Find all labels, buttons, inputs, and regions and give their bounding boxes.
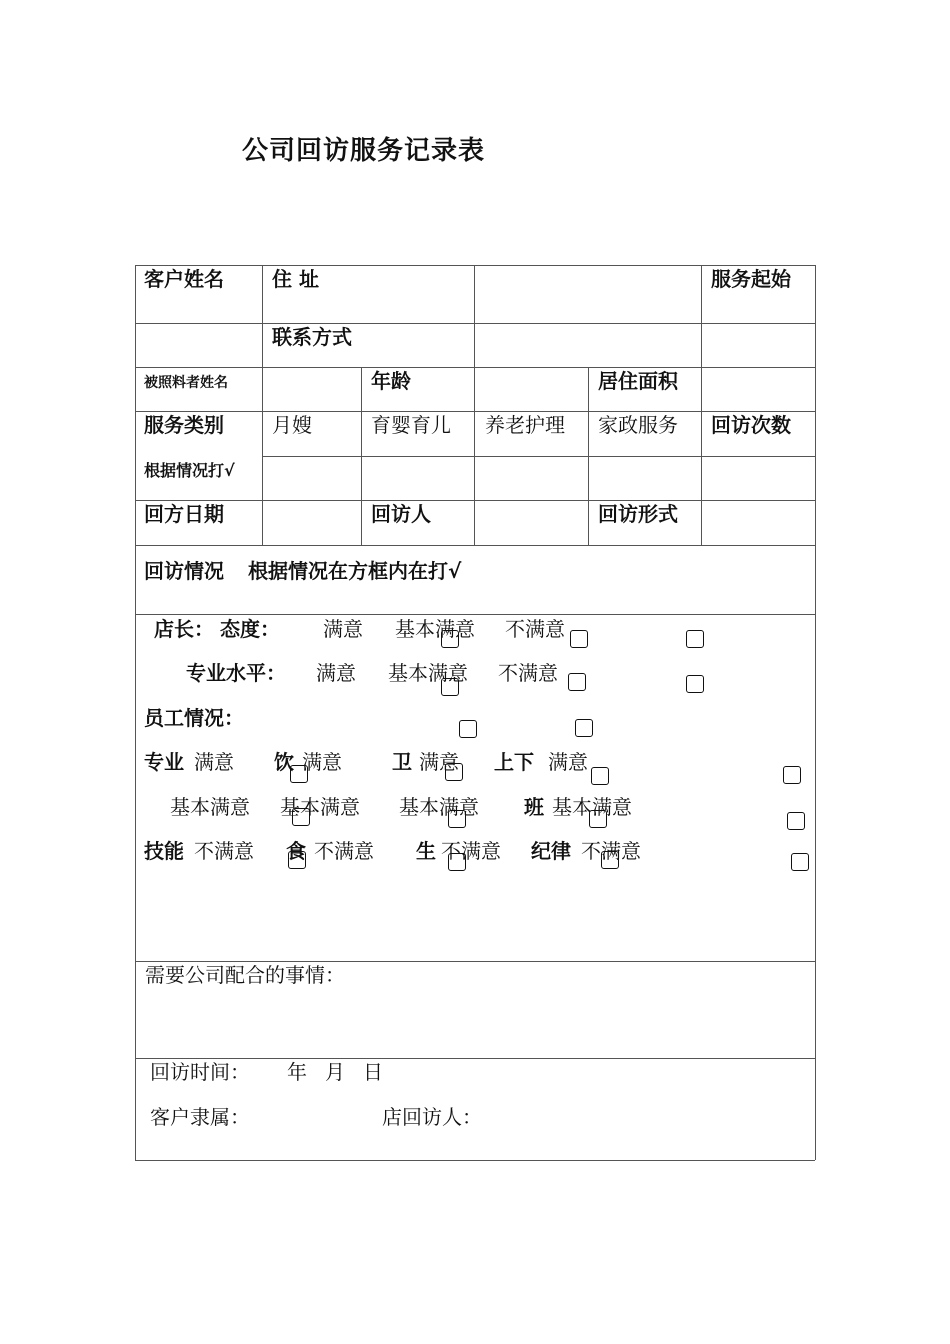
col-line (474, 265, 475, 367)
row-line (135, 367, 815, 368)
col-line (361, 367, 362, 545)
category-professional-top: 专业 (144, 750, 184, 774)
staff-option: 不满意 (314, 839, 374, 863)
attitude-basic: 基本满意 (395, 617, 475, 641)
service-start-label: 服务起始 (711, 267, 791, 291)
cared-person-label: 被照料者姓名 (144, 375, 228, 391)
staff-checkbox[interactable] (290, 765, 308, 783)
staff-checkbox[interactable] (288, 851, 306, 869)
attitude-unsatisfied: 不满意 (505, 617, 565, 641)
visit-status-label: 回访情况 (144, 559, 224, 583)
company-help-label: 需要公司配合的事情： (145, 963, 345, 987)
row-line (135, 411, 815, 412)
category-professional-bottom: 技能 (144, 839, 184, 863)
staff-option: 不满意 (441, 839, 501, 863)
staff-option: 满意 (548, 750, 588, 774)
professional-label: 专业水平： (186, 661, 286, 685)
col-line (262, 265, 263, 545)
table-border-bottom (135, 1160, 815, 1161)
row-line (135, 323, 815, 324)
visit-form-label: 回访形式 (598, 502, 678, 526)
staff-checkbox[interactable] (791, 853, 809, 871)
staff-option: 不满意 (194, 839, 254, 863)
staff-checkbox[interactable] (459, 720, 477, 738)
visit-date-label: 回方日期 (144, 502, 224, 526)
table-border-left (135, 265, 136, 1160)
row-line (135, 614, 815, 615)
category-hygiene-bottom: 生 (416, 839, 436, 863)
staff-checkbox[interactable] (292, 808, 310, 826)
manager-label: 店长： (154, 617, 214, 641)
col-line (588, 367, 589, 545)
staff-checkbox[interactable] (589, 810, 607, 828)
professional-satisfied: 满意 (316, 661, 356, 685)
attitude-satisfied: 满意 (323, 617, 363, 641)
category-hygiene-top: 卫 (392, 750, 412, 774)
page-title: 公司回访服务记录表 (242, 136, 486, 166)
visit-time-label: 回访时间： (150, 1060, 250, 1084)
staff-checkbox[interactable] (591, 767, 609, 785)
staff-label: 员工情况： (144, 706, 244, 730)
staff-checkbox[interactable] (448, 853, 466, 871)
row-line (135, 961, 815, 962)
category-diet-top: 饮 (274, 750, 294, 774)
attitude-unsatisfied-checkbox[interactable] (686, 630, 704, 648)
staff-option: 满意 (419, 750, 459, 774)
service-type-option: 养老护理 (485, 413, 565, 437)
row-line (135, 500, 815, 501)
visit-count-label: 回访次数 (711, 413, 791, 437)
col-line (701, 265, 702, 545)
staff-option: 满意 (194, 750, 234, 774)
staff-checkbox[interactable] (783, 766, 801, 784)
visit-status-note: 根据情况在方框内在打√ (248, 559, 462, 583)
staff-checkbox[interactable] (445, 763, 463, 781)
visit-time-month: 月 (325, 1060, 345, 1084)
age-label: 年龄 (371, 369, 411, 393)
store-visitor-label: 店回访人： (382, 1105, 482, 1129)
professional-unsatisfied-checkbox[interactable] (686, 675, 704, 693)
service-type-note: 根据情况打√ (144, 461, 235, 480)
table-border-top (135, 265, 815, 266)
service-type-label: 服务类别 (144, 413, 224, 437)
row-line (135, 545, 815, 546)
staff-checkbox[interactable] (787, 812, 805, 830)
visit-time-year: 年 (287, 1060, 307, 1084)
professional-satisfied-checkbox[interactable] (441, 678, 459, 696)
table-border-right (815, 265, 816, 1160)
living-area-label: 居住面积 (598, 369, 678, 393)
attitude-label: 态度： (220, 617, 280, 641)
staff-checkbox[interactable] (601, 851, 619, 869)
professional-unsatisfied: 不满意 (498, 661, 558, 685)
attitude-satisfied-checkbox[interactable] (441, 630, 459, 648)
col-line (474, 367, 475, 545)
professional-basic-checkbox[interactable] (568, 673, 586, 691)
staff-option: 基本满意 (552, 795, 632, 819)
address-label: 住 址 (272, 267, 319, 291)
category-discipline-mid: 班 (524, 795, 544, 819)
customer-name-label: 客户姓名 (144, 267, 224, 291)
category-discipline-bottom: 纪律 (531, 839, 571, 863)
contact-label: 联系方式 (272, 325, 352, 349)
service-type-option: 月嫂 (272, 413, 312, 437)
row-line (262, 456, 815, 457)
category-discipline-top: 上下 (494, 750, 534, 774)
visitor-label: 回访人 (371, 502, 431, 526)
staff-checkbox[interactable] (448, 810, 466, 828)
professional-basic: 基本满意 (388, 661, 468, 685)
visit-time-day: 日 (363, 1060, 383, 1084)
staff-option: 满意 (302, 750, 342, 774)
staff-checkbox[interactable] (575, 719, 593, 737)
staff-option: 基本满意 (170, 795, 250, 819)
attitude-basic-checkbox[interactable] (570, 630, 588, 648)
staff-option: 基本满意 (280, 795, 360, 819)
service-type-option: 育婴育儿 (371, 413, 451, 437)
staff-option: 不满意 (581, 839, 641, 863)
customer-sign-label: 客户隶属： (150, 1105, 250, 1129)
staff-option: 基本满意 (399, 795, 479, 819)
row-line (135, 1058, 815, 1059)
service-type-option: 家政服务 (598, 413, 678, 437)
category-diet-bottom: 食 (286, 839, 306, 863)
